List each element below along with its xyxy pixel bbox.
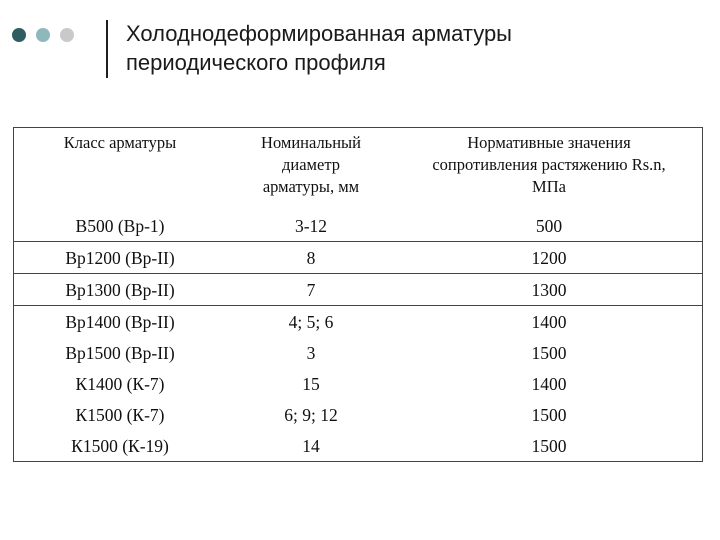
table-row [14,274,703,306]
cell-diameter: 3 [306,342,316,363]
table-row [14,399,703,430]
reinforcement-table [13,127,703,462]
dot-gray [60,28,74,42]
header-diameter-line3: арматуры, мм [262,177,360,196]
cell-class: В500 (Вр-1) [14,210,227,242]
cell-strength: 1200 [396,242,703,274]
cell-diameter: 3-12 [226,210,396,242]
cell-diameter: 7 [226,274,396,306]
dot-light [36,28,50,42]
cell-strength: 1500 [531,342,567,363]
cell-class: К1500 (К-19) [71,435,169,456]
title-divider [106,20,108,78]
cell-diameter: 14 [302,435,320,456]
table-row [14,368,703,399]
cell-class: Вр1300 (Вр-II) [14,274,227,306]
table-row [14,210,703,242]
table-row [14,242,703,274]
table-row [14,430,703,462]
header-strength-line3: МПа [532,177,566,196]
cell-strength: 1400 [531,311,567,332]
cell-class: Вр1200 (Вр-II) [14,242,227,274]
slide-title-line2: периодического профиля [126,50,386,75]
slide-title-line1: Холоднодеформированная арматуры [126,21,512,46]
cell-diameter: 6; 9; 12 [284,404,338,425]
header-strength-line2: сопротивления растяжению Rs.n, [432,155,666,174]
slide-title [126,19,696,77]
cell-diameter: 4; 5; 6 [288,311,334,332]
cell-class: К1500 (К-7) [75,404,165,425]
header-diameter-line1: Номинальный [261,133,361,152]
cell-class: Вр1500 (Вр-II) [65,342,175,363]
cell-class: Вр1400 (Вр-II) [65,311,175,332]
header-strength [396,128,703,211]
header-diameter [226,128,396,211]
cell-diameter: 8 [226,242,396,274]
header-diameter-line2: диаметр [282,155,340,174]
cell-strength: 1300 [396,274,703,306]
table-header-row [14,128,703,211]
table-row [14,306,703,338]
header-strength-line1: Нормативные значения [467,133,631,152]
decorative-dots [12,28,92,42]
table-row [14,337,703,368]
cell-diameter: 15 [302,373,320,394]
header-class: Класс арматуры [63,133,177,152]
cell-class: К1400 (К-7) [75,373,165,394]
dot-dark [12,28,26,42]
cell-strength: 1500 [531,435,567,456]
cell-strength: 1400 [531,373,567,394]
cell-strength: 1500 [531,404,567,425]
cell-strength: 500 [396,210,703,242]
